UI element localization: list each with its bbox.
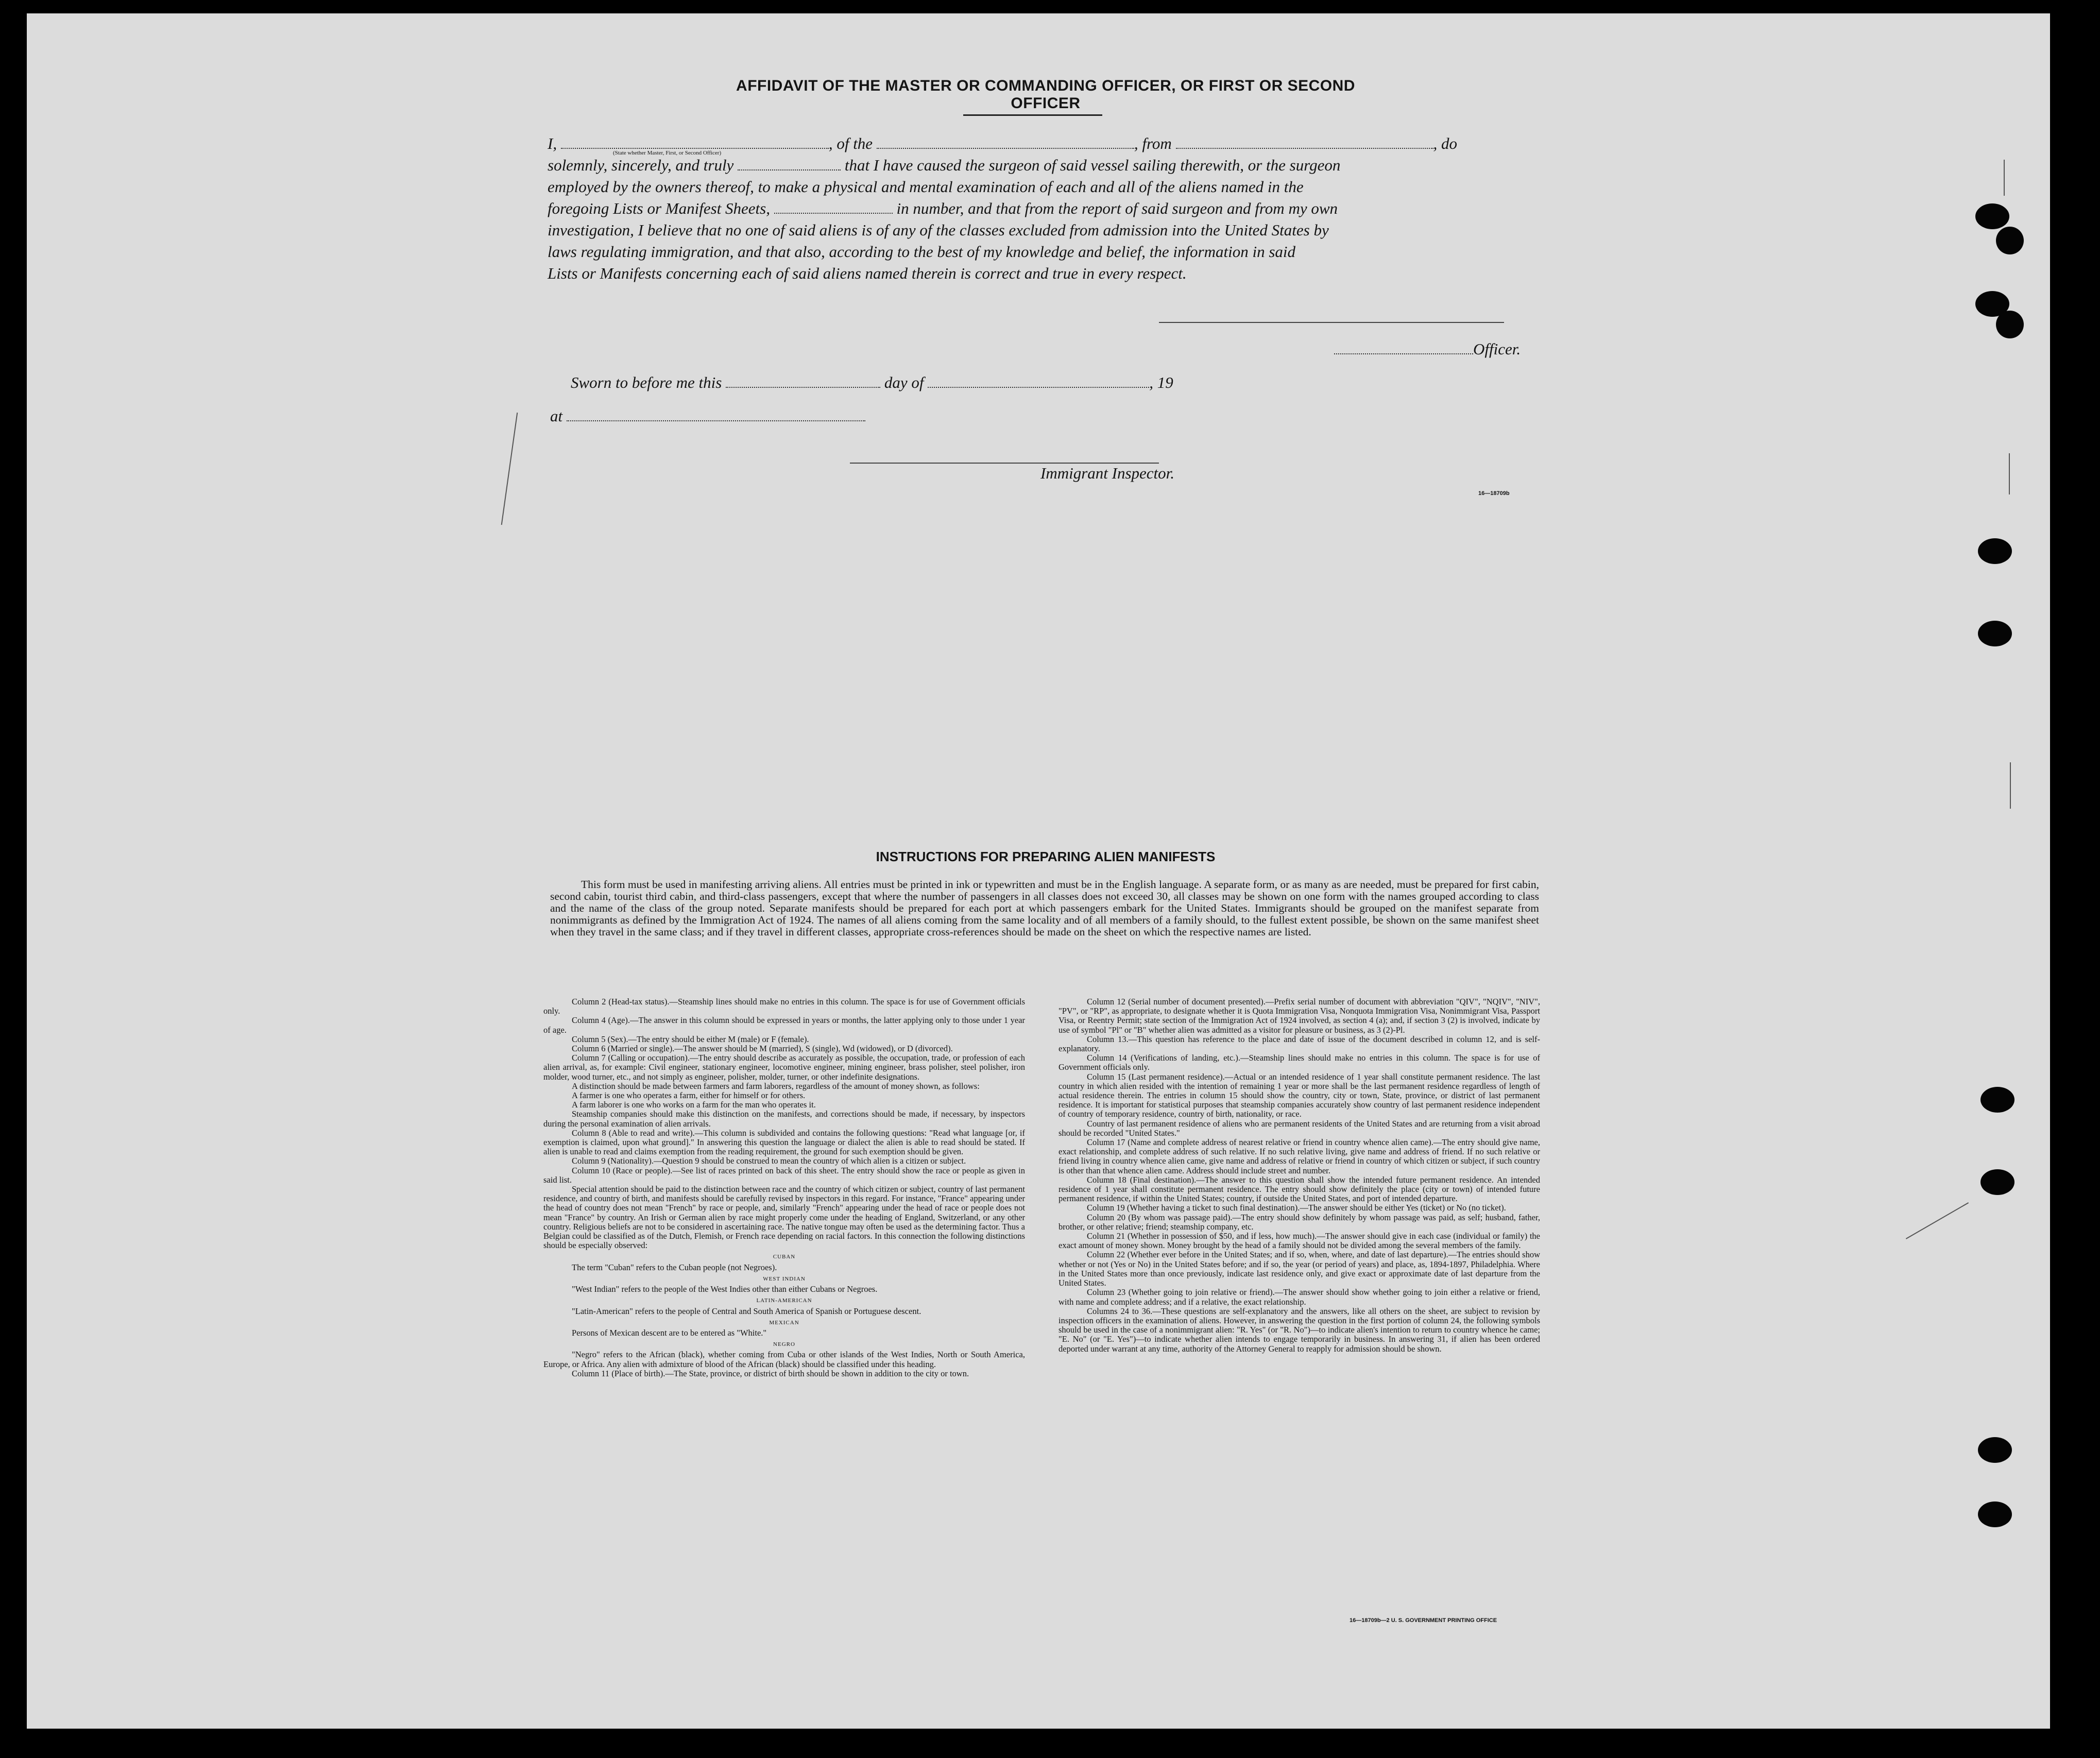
- punch-hole: [1996, 311, 2024, 338]
- punch-hole: [1978, 1437, 2012, 1463]
- scratch-mark: [2010, 762, 2011, 809]
- title-rule: [963, 114, 1102, 116]
- inspector-label: Immigrant Inspector.: [1040, 464, 1175, 482]
- aff-line1-of: , of the: [828, 134, 873, 152]
- heading-mexican: MEXICAN: [769, 1319, 799, 1326]
- left-paragraph: "Negro" refers to the African (black), whether coming from Cuba or other islands of the West Indies, North or South America, Europe, or Africa. Any alien with admixture of blood of the African (black) should be classified under this heading.: [543, 1350, 1025, 1369]
- at-place-blank[interactable]: [567, 420, 865, 421]
- left-paragraph: Column 11 (Place of birth).—The State, province, or district of birth should be shown in addition to the city or town.: [572, 1368, 969, 1378]
- affidavit-title: AFFIDAVIT OF THE MASTER OR COMMANDING OFFICER, OR FIRST OR SECOND OFFICER: [736, 77, 1355, 112]
- aff-line4-b: in number, and that from the report of said surgeon and from my own: [896, 199, 1338, 217]
- left-paragraph: Column 7 (Calling or occupation).—The entry should describe as accurately as possible, the occupation, trade, or profession of each alien arrival, as, for example: Civil engineer, stationary engineer, locomotive engineer, mining engineer, brass polisher, steel polisher, iron molder, wood turner, etc., and not simply as engineer, polisher, molder, turner, or other indefinite designations.: [543, 1053, 1025, 1082]
- aff-line7: Lists or Manifests concerning each of said aliens named therein is correct and true in every respect.: [548, 264, 1187, 282]
- state-note: (State whether Master, First, or Second Officer): [613, 150, 722, 156]
- officer-label: Officer.: [1473, 340, 1521, 358]
- left-paragraph: Column 5 (Sex).—The entry should be either M (male) or F (female).: [572, 1034, 809, 1044]
- sworn-a: Sworn to before me this: [571, 373, 722, 391]
- left-paragraph: A farm laborer is one who works on a farm for the man who operates it.: [572, 1100, 816, 1110]
- aff-line6: laws regulating immigration, and that also, according to the best of my knowledge and belief, the information in said: [548, 243, 1296, 261]
- instructions-right-column: [1058, 997, 1540, 1354]
- right-paragraph: Column 17 (Name and complete address of nearest relative or friend in country whence alien came).—The entry should give name, exact relationship, and complete address of such relative. If no such relative living, give name and address of friend. If no such relative or friend living in country whence alien came, give name and address of relative or friend in country of which citizen or subject, if such country is other than that whence alien came. Address should include street and number.: [1058, 1137, 1540, 1175]
- left-paragraph: Special attention should be paid to the distinction between race and the country of which citizen or subject, country of last permanent residence, and country of birth, and manifests should be carefully revised by inspectors in this regard. For instance, "France" appearing under the head of country does not mean "French" by race or people, and, similarly "French" appearing under the head of race or people does not mean "France" by country. An Irish or German alien by race might properly come under the heading of England, Switzerland, or any other country. Religious beliefs are not to be considered in ascertaining race. The native tongue may often be used as the determining factor. Thus a Belgian could be classified as of the Dutch, Flemish, or French race depending on racial factors. In this connection the following distinctions should be especially observed:: [543, 1184, 1025, 1251]
- intro-paragraph: This form must be used in manifesting arriving aliens. All entries must be printed in ink or typewritten and must be in the English language. A separate form, or as many as are needed, must be prepared for first cabin, second cabin, tourist third cabin, and third-class passengers, except that where the number of passengers in all classes does not exceed 30, all classes may be shown on one form with the names grouped according to class and the name of the class of the group noted. Separate manifests should be prepared for each port at which passengers embark for the United States. Immigrants should be grouped on the manifest separate from nonimmigrants as defined by the Immigration Act of 1924. The names of all aliens coming from the same locality and of all members of a family should, to the fullest extent possible, be shown on the same manifest sheet when they travel in the same class; and if they travel in different classes, appropriate cross-references should be made on the sheet on which the respective names are listed.: [550, 878, 1539, 938]
- left-paragraph: "West Indian" refers to the people of the West Indies other than either Cubans or Negroes.: [572, 1284, 878, 1294]
- instructions-title: INSTRUCTIONS FOR PREPARING ALIEN MANIFESTS: [876, 849, 1216, 864]
- punch-hole: [1978, 1501, 2012, 1527]
- officer-rank-blank[interactable]: [561, 147, 829, 149]
- right-paragraph: Column 12 (Serial number of document presented).—Prefix serial number of document with abbreviation "QIV", "NQIV", "NIV", "PV", or "RP", as appropriate, to designate whether it is Quota Immigration Visa, Nonquota Immigration Visa, Nonimmigrant Visa, Passport Visa, or Reentry Permit; state section of the Immigration Act of 1924 involved, as section 4 (a); and, if section 3 (2) is involved, indicate by use of symbol "Pl" or "B" whether alien was admitted as a visitor for pleasure or business, as 3 (2)-Pl.: [1058, 997, 1540, 1035]
- aff-line1-do: , do: [1433, 134, 1457, 152]
- printing-office-footer: 16—18709b—2 U. S. GOVERNMENT PRINTING OFFICE: [1350, 1617, 1497, 1624]
- left-paragraph: Steamship companies should make this distinction on the manifests, and corrections should be made, if necessary, by inspectors during the personal examination of alien arrivals.: [543, 1109, 1025, 1129]
- aff-line2-a: solemnly, sincerely, and truly: [548, 156, 734, 174]
- vessel-name-blank[interactable]: [877, 147, 1134, 149]
- right-paragraph: Column 18 (Final destination).—The answer to this question shall show the intended future permanent residence. An intended residence of 1 year shall constitute permanent residence. The entry should show definitely the place (city or town) of intended future permanent residence, if within the United States; country, if outside the United States, and port of intended departure.: [1058, 1174, 1540, 1204]
- right-paragraph: Column 22 (Whether ever before in the United States; and if so, when, where, and date of last departure).—The entries should show whether or not (Yes or No) in the United States before; and if so, the year (or period of years) and place, as, 1894-1897, Philadelphia. Where in the United States more than once previously, indicate last residence only, and give exact or approximate date of last departure from the United States.: [1058, 1250, 1540, 1288]
- left-paragraph: Column 10 (Race or people).—See list of races printed on back of this sheet. The entry should show the race or people as given in said list.: [543, 1165, 1025, 1185]
- heading-latin-american: LATIN-AMERICAN: [756, 1298, 812, 1304]
- aff-line3: employed by the owners thereof, to make a physical and mental examination of each and all of the aliens named in the: [548, 178, 1304, 196]
- left-paragraph: The term "Cuban" refers to the Cuban people (not Negroes).: [572, 1262, 777, 1272]
- right-paragraph: Column 20 (By whom was passage paid).—The entry should show definitely by whom passage was paid, as self; husband, father, brother, or other relative; friend; steamship company, etc.: [1058, 1212, 1540, 1232]
- left-paragraph: Column 8 (Able to read and write).—This column is subdivided and contains the following questions: "Read what language [or, if exemption is claimed, upon what ground]." In answering this question the language or dialect the alien is able to read should be stated. If alien is unable to read and claims exemption from the reading requirement, the ground for such exemption should be given.: [543, 1128, 1025, 1157]
- sworn-b: day of: [884, 373, 924, 391]
- punch-hole: [1981, 1087, 2014, 1113]
- left-paragraph: Column 4 (Age).—The answer in this column should be expressed in years or months, the latter applying only to those under 1 year of age.: [543, 1015, 1025, 1035]
- sworn-c: , 19: [1149, 373, 1173, 391]
- left-paragraph: A farmer is one who operates a farm, either for himself or for others.: [572, 1090, 806, 1101]
- instructions-intro: [550, 879, 1539, 938]
- sworn-day-blank[interactable]: [726, 386, 880, 388]
- aff-line1-i: I,: [548, 134, 557, 152]
- form-number: 16—18709b: [1478, 490, 1510, 497]
- heading-cuban: CUBAN: [773, 1254, 796, 1260]
- port-blank[interactable]: [1176, 147, 1433, 149]
- left-paragraph: Column 2 (Head-tax status).—Steamship lines should make no entries in this column. The space is for use of Government officials only.: [543, 997, 1025, 1016]
- heading-west-indian: WEST INDIAN: [763, 1275, 806, 1282]
- sworn-line: [550, 372, 1173, 394]
- affirmation-blank[interactable]: [738, 169, 841, 170]
- aff-line4-a: foregoing Lists or Manifest Sheets,: [548, 199, 770, 217]
- left-paragraph: Column 9 (Nationality).—Question 9 should be construed to mean the country of which alien is a citizen or subject.: [572, 1156, 966, 1166]
- punch-hole: [1996, 227, 2024, 254]
- heading-negro: NEGRO: [773, 1341, 795, 1348]
- aff-line1-from: , from: [1134, 134, 1172, 152]
- left-paragraph: "Latin-American" refers to the people of Central and South America of Spanish or Portuguese descent.: [572, 1306, 921, 1316]
- right-paragraph: Column 14 (Verifications of landing, etc.).—Steamship lines should make no entries in this column. The space is for use of Government officials only.: [1058, 1053, 1540, 1072]
- right-paragraph: Column 23 (Whether going to join relative or friend).—The answer should show whether going to join either a relative or friend, with name and complete address; and if a relative, the exact relationship.: [1058, 1287, 1540, 1307]
- right-paragraph: Country of last permanent residence of aliens who are permanent residents of the United States and are returning from a visit abroad should be recorded "United States.": [1058, 1118, 1540, 1138]
- punch-hole: [1978, 538, 2012, 564]
- aff-line5: investigation, I believe that no one of said aliens is of any of the classes excluded from admission into the United States by: [548, 221, 1329, 239]
- left-paragraph: A distinction should be made between farmers and farm laborers, regardless of the amount of money shown, as follows:: [572, 1081, 980, 1091]
- officer-signature-line[interactable]: [1159, 322, 1504, 323]
- right-paragraph: Columns 24 to 36.—These questions are self-explanatory and the answers, like all others on the sheet, are subject to revision by inspection officers in the examination of aliens. However, in answering the question in the first portion of column 24, the following symbols should be used in the case of a nonimmigrant alien: "R. Yes" (or "R. No")—to indicate alien's intention to return to country whence he came; "E. No" (or "E. Yes")—to indicate whether alien intends to engage temporarily in business. In answering 31, if alien has been ordered deported under warrant at any time, authority of the Attorney General to reapply for admission should be shown.: [1058, 1306, 1540, 1354]
- at-label: at: [550, 407, 563, 425]
- punch-hole: [1975, 203, 2009, 229]
- at-line: [550, 405, 865, 427]
- punch-hole: [1981, 1169, 2014, 1195]
- instructions-left-column: [543, 997, 1025, 1378]
- left-paragraph: Persons of Mexican descent are to be entered as "White.": [572, 1327, 767, 1338]
- right-paragraph: Column 15 (Last permanent residence).—Actual or an intended residence of 1 year shall constitute permanent residence. The last country in which alien resided with the intention of remaining 1 year or more shall be the last permanent residence regardless of length of actual residence therein. The entries in column 15 should show the country, city or town, State, province, or district of last permanent residence. It is important for statistical purposes that steamship companies accurately show country of last permanent residence independent of country of temporary residence, country of birth, nationality, or race.: [1058, 1071, 1540, 1119]
- right-paragraph: Column 21 (Whether in possession of $50, and if less, how much).—The answer should give in each case (individual or family) the exact amount of money shown. Money brought by the head of a family should not be divided among the several members of the family.: [1058, 1231, 1540, 1251]
- aff-line2-b: that I have caused the surgeon of said vessel sailing therewith, or the surgeon: [844, 156, 1341, 174]
- right-paragraph: Column 19 (Whether having a ticket to such final destination).—The answer should be either Yes (ticket) or No (no ticket).: [1087, 1203, 1506, 1213]
- scratch-mark: [2004, 160, 2005, 196]
- right-paragraph: Column 13.—This question has reference to the place and date of issue of the document described in column 12, and is self-explanatory.: [1058, 1034, 1540, 1054]
- officer-signature-block: [1334, 338, 1521, 360]
- left-paragraph: Column 6 (Married or single).—The answer should be M (married), S (single), Wd (widowed), or D (divorced).: [572, 1044, 953, 1054]
- sworn-month-blank[interactable]: [928, 386, 1149, 388]
- sheet-count-blank[interactable]: [774, 212, 893, 214]
- scratch-mark: [2009, 453, 2010, 494]
- punch-hole: [1978, 621, 2012, 646]
- officer-title-blank[interactable]: [1334, 353, 1473, 354]
